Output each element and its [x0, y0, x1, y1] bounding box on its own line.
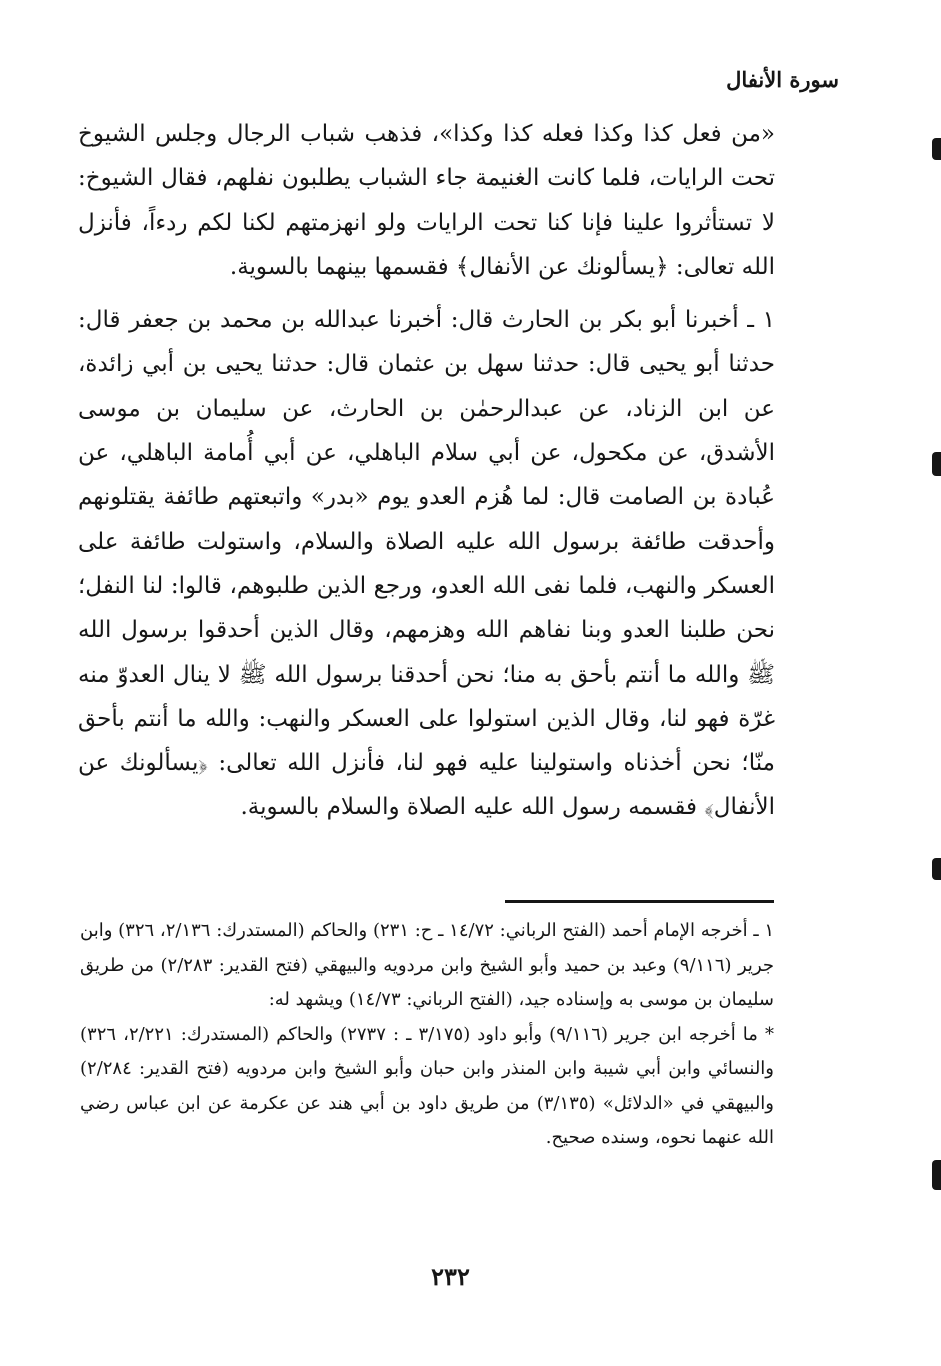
paragraph-intro: «من فعل كذا وكذا فعله كذا وكذا»، فذهب شباب الرجال وجلس الشيوخ تحت الرايات، فلما كانت الغنيمة جاء الشباب يطلبون نفلهم، فقال الشيوخ: لا تستأثروا علينا فإنا كنا تحت الرايات ولو انهزمتهم لكنا لكم ردءاً، فأنزل الله تعالى: ﴿يسألونك عن الأنفال﴾ فقسمها بينهما بالسوية. [78, 121, 775, 280]
margin-scan-mark [932, 138, 941, 160]
margin-scan-mark [932, 452, 941, 476]
footnote-separator [505, 900, 774, 903]
page-number: ٢٣٢ [431, 1262, 470, 1291]
footnote-supporting-narration: * ما أخرجه ابن جرير (٩/١١٦) وأبو داود (٣/١٧٥ ـ : ٢٧٣٧) والحاكم (المستدرك: ٢/٢٢١، ٣٢٦) والنسائي وابن أبي شيبة وابن المنذر وابن حبان وأبو الشيخ وابن مردويه (فتح القدير: ٢/٢٨٤) والبيهقي في «الدلائل» (٣/١٣٥) من طريق داود بن أبي هند عن عكرمة عن ابن عباس رضي الله عنهما نحوه، وسنده صحيح. [80, 1023, 775, 1148]
paragraph-hadith-1: ١ ـ أخبرنا أبو بكر بن الحارث قال: أخبرنا عبدالله بن محمد بن جعفر قال: حدثنا أبو يحيى قال: حدثنا سهل بن عثمان قال: حدثنا يحيى بن أبي زائدة، عن ابن الزناد، عن عبدالرحمٰن بن الحارث، عن سليمان بن موسى الأشدق، عن مكحول، عن أبي سلام الباهلي، عن أبي أُمامة الباهلي، عن عُبادة بن الصامت قال: لما هُزم العدو يوم «بدر» واتبعتهم طائفة يقتلونهم وأحدقت طائفة برسول الله عليه الصلاة والسلام، واستولت طائفة على العسكر والنهب، فلما نفى الله العدو، ورجع الذين طلبوهم، قالوا: لنا النفل؛ نحن طلبنا العدو وبنا نفاهم الله وهزمهم، وقال الذين أحدقوا برسول الله ﷺ والله ما أنتم بأحق به منا؛ نحن أحدقنا برسول الله ﷺ لا ينال العدوّ منه غرّة فهو لنا، وقال الذين استولوا على العسكر والنهب: والله ما أنتم بأحق منّا؛ نحن أخذناه واستولينا عليه فهو لنا، فأنزل الله تعالى: ﴿يسألونك عن الأنفال﴾ فقسمه رسول الله عليه الصلاة والسلام بالسوية. [78, 307, 775, 821]
footnotes [80, 914, 774, 1156]
main-text [78, 112, 775, 830]
footnote-1: ١ ـ أخرجه الإمام أحمد (الفتح الرباني: ١٤/٧٢ ـ ح: ٢٣١) والحاكم (المستدرك: ٢/١٣٦، ٣٢٦) وابن جرير (٩/١١٦) وعبد بن حميد وأبو الشيخ وابن مردويه والبيهقي (فتح القدير: ٢/٢٨٣) من طريق سليمان بن موسى به وإسناده جيد، (الفتح الرباني: ١٤/٧٣) ويشهد له: [80, 920, 775, 1010]
margin-scan-mark [932, 858, 941, 880]
margin-scan-mark [932, 1160, 941, 1190]
running-header-surah-title: سورة الأنفال [726, 67, 839, 92]
